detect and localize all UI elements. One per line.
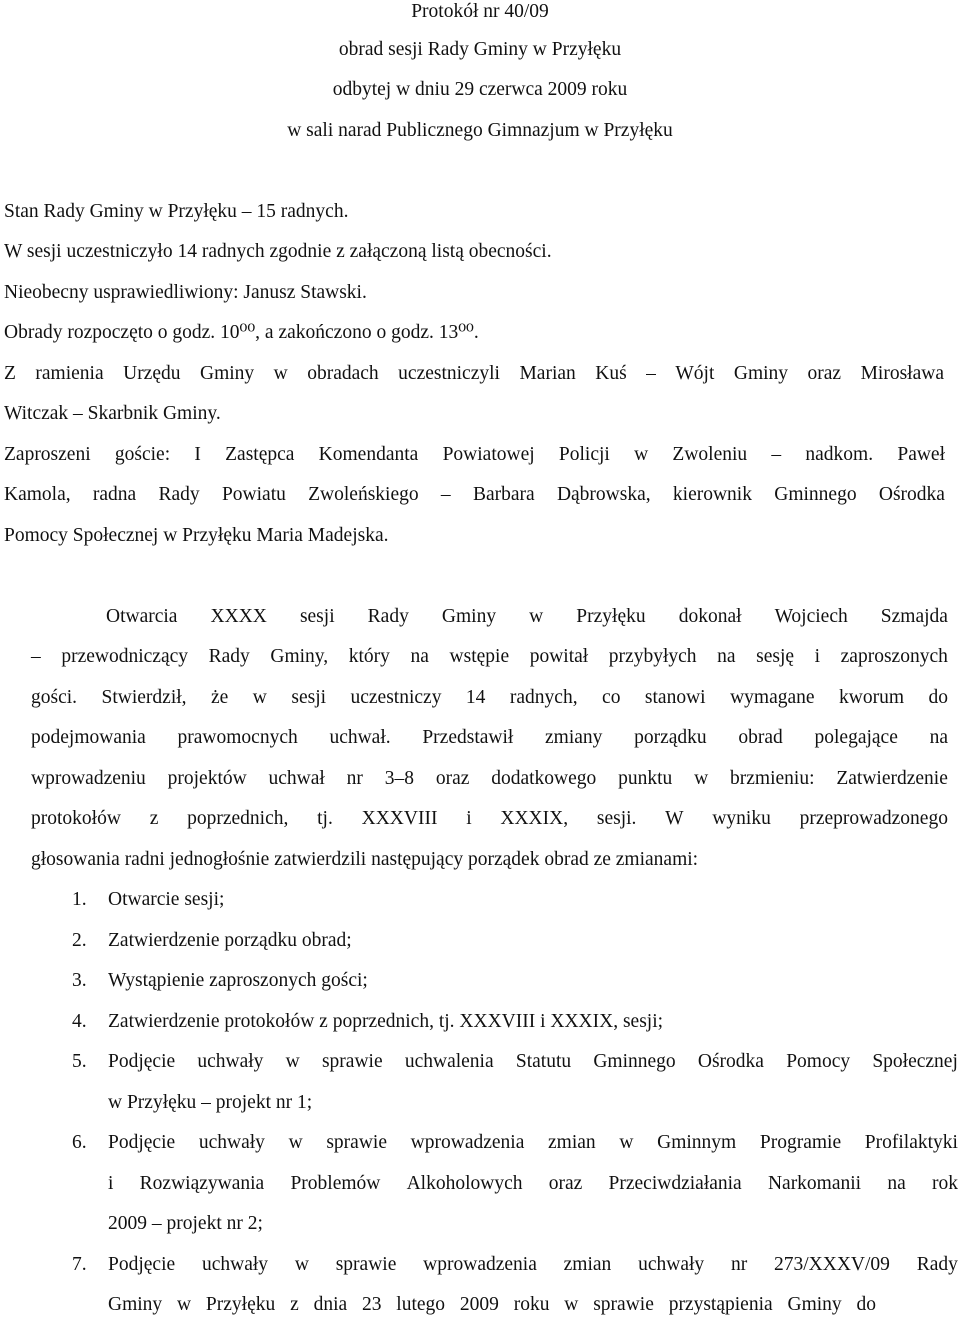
intro-urzad-line-2: Witczak – Skarbnik Gminy. [4,403,221,424]
agenda-item-number: 6. [72,1132,87,1153]
agenda-item-text: Otwarcie sesji; [108,889,225,910]
body-line-6: protokołów z poprzednich, tj. XXXVIII i XXXIX, sesji. W wyniku przeprowadzonego [31,808,948,829]
agenda-item-number: 5. [72,1051,87,1072]
agenda-item-text: Podjęcie uchwały w sprawie uchwalenia Statutu Gminnego Ośrodka Pomocy Społecznej [108,1051,958,1072]
intro-goscie-line-2: Kamola, radna Rady Powiatu Zwoleńskiego – Barbara Dąbrowska, kierownik Gminnego Ośrodka [4,484,945,505]
intro-goscie-line-3: Pomocy Społecznej w Przyłęku Maria Madejska. [4,525,389,546]
agenda-item-text: Podjęcie uchwały w sprawie wprowadzenia zmian w Gminnym Programie Profilaktyki [108,1132,958,1153]
agenda-item-text: 2009 – projekt nr 2; [108,1213,263,1234]
body-line-1: Otwarcia XXXX sesji Rady Gminy w Przyłęku dokonał Wojciech Szmajda [106,606,948,627]
intro-sesja: W sesji uczestniczyło 14 radnych zgodnie z załączoną listą obecności. [4,241,552,262]
agenda-item-number: 4. [72,1010,87,1032]
body-line-7: głosowania radni jednogłośnie zatwierdzili następujący porządek obrad ze zmianami: [31,849,699,870]
intro-urzad-line-1: Z ramienia Urzędu Gminy w obradach uczestniczyli Marian Kuś – Wójt Gminy oraz Mirosława [4,363,944,384]
doc-title: Protokół nr 40/09 [411,1,549,22]
doc-subtitle-3: w sali narad Publicznego Gimnazjum w Przyłęku [287,120,673,141]
intro-stan: Stan Rady Gminy w Przyłęku – 15 radnych. [4,201,349,222]
agenda-item-text: i Rozwiązywania Problemów Alkoholowych oraz Przeciwdziałania Narkomanii na rok [108,1172,958,1194]
body-line-5: wprowadzeniu projektów uchwał nr 3–8 oraz dodatkowego punktu w brzmieniu: Zatwierdzenie [31,768,948,789]
agenda-item-text: Zatwierdzenie protokołów z poprzednich, tj. XXXVIII i XXXIX, sesji; [108,1010,664,1032]
body-line-2: – przewodniczący Rady Gminy, który na wstępie powitał przybyłych na sesję i zaproszonych [31,646,948,667]
agenda-item-text: w Przyłęku – projekt nr 1; [108,1091,313,1113]
body-line-3: gości. Stwierdził, że w sesji uczestniczy 14 radnych, co stanowi wymagane kworum do [31,687,948,708]
agenda-item-number: 2. [72,929,87,951]
agenda-item-number: 7. [72,1253,87,1275]
intro-goscie-line-1: Zaproszeni goście: I Zastępca Komendanta Powiatowej Policji w Zwoleniu – nadkom. Paweł [4,444,945,465]
doc-subtitle-1: obrad sesji Rady Gminy w Przyłęku [338,39,622,60]
agenda-item-text: Wystąpienie zaproszonych gości; [108,970,368,991]
agenda-item-text: Podjęcie uchwały w sprawie wprowadzenia zmian uchwały nr 273/XXXV/09 Rady [108,1253,958,1275]
agenda-item-text: Gminy w Przyłęku z dnia 23 lutego 2009 roku w sprawie przystąpienia Gminy do [108,1294,876,1315]
intro-obrady: Obrady rozpoczęto o godz. 10⁰⁰, a zakończono o godz. 13⁰⁰. [4,322,479,343]
agenda-item-text: Zatwierdzenie porządku obrad; [108,929,352,951]
agenda-item-number: 3. [72,970,87,991]
doc-subtitle-2: odbytej w dniu 29 czerwca 2009 roku [332,79,628,100]
body-line-4: podejmowania prawomocnych uchwał. Przedstawił zmiany porządku obrad polegające na [31,727,948,748]
agenda-item-number: 1. [72,889,87,910]
intro-nieobecny: Nieobecny usprawiedliwiony: Janusz Stawski. [4,282,367,303]
